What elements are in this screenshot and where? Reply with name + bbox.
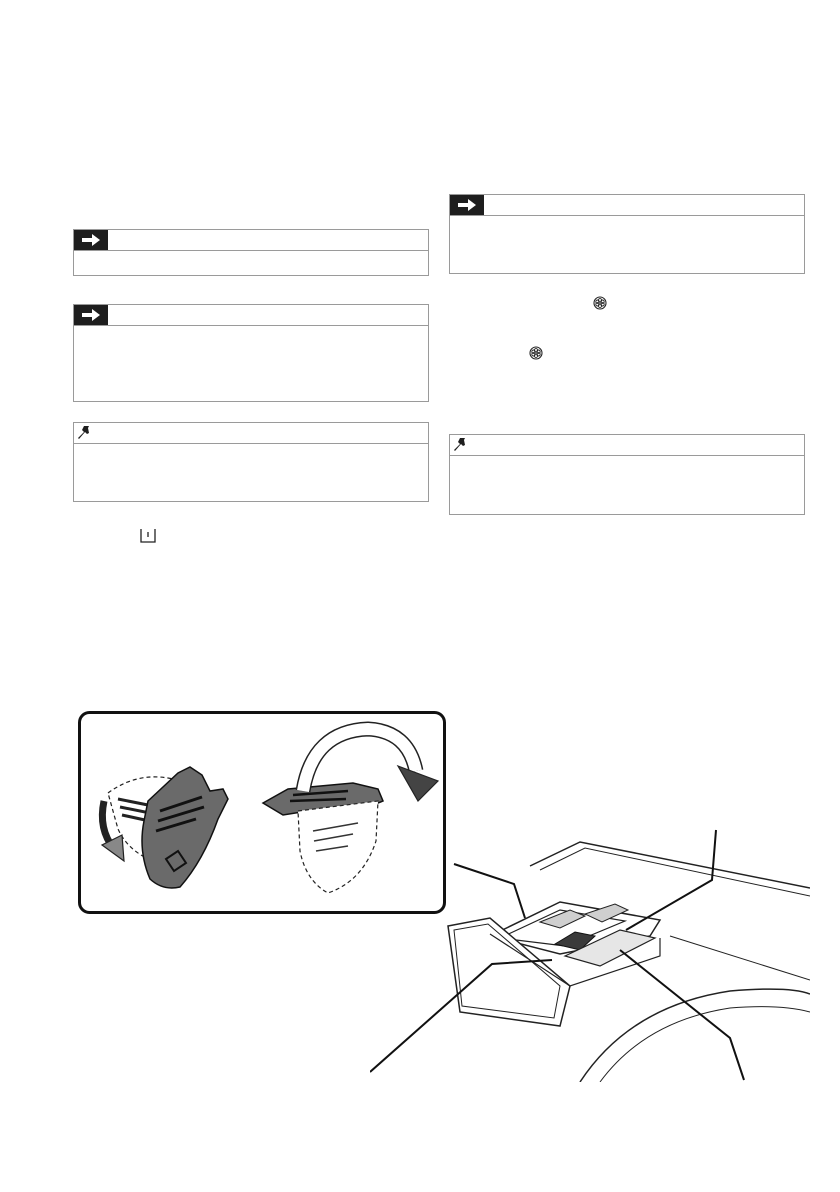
note-box-header <box>450 195 804 216</box>
arrow-right-icon <box>74 305 108 325</box>
flower-icon <box>529 346 543 360</box>
note-box-tip-1 <box>73 422 429 502</box>
arrow-right-icon <box>450 195 484 215</box>
detergent-compartment-icon <box>139 527 157 545</box>
note-box-header <box>74 305 428 326</box>
note-box-tip-2 <box>449 434 805 515</box>
note-box-info-1 <box>73 229 429 276</box>
pushpin-icon <box>450 435 472 455</box>
note-box-header <box>74 423 428 444</box>
arrow-right-icon <box>74 230 108 250</box>
note-box-header <box>450 435 804 456</box>
note-box-info-2 <box>73 304 429 402</box>
pushpin-icon <box>74 423 96 443</box>
flower-icon <box>593 296 607 310</box>
note-box-header <box>74 230 428 251</box>
note-box-info-3 <box>449 194 805 274</box>
detergent-drawer-illustration <box>370 826 810 1082</box>
